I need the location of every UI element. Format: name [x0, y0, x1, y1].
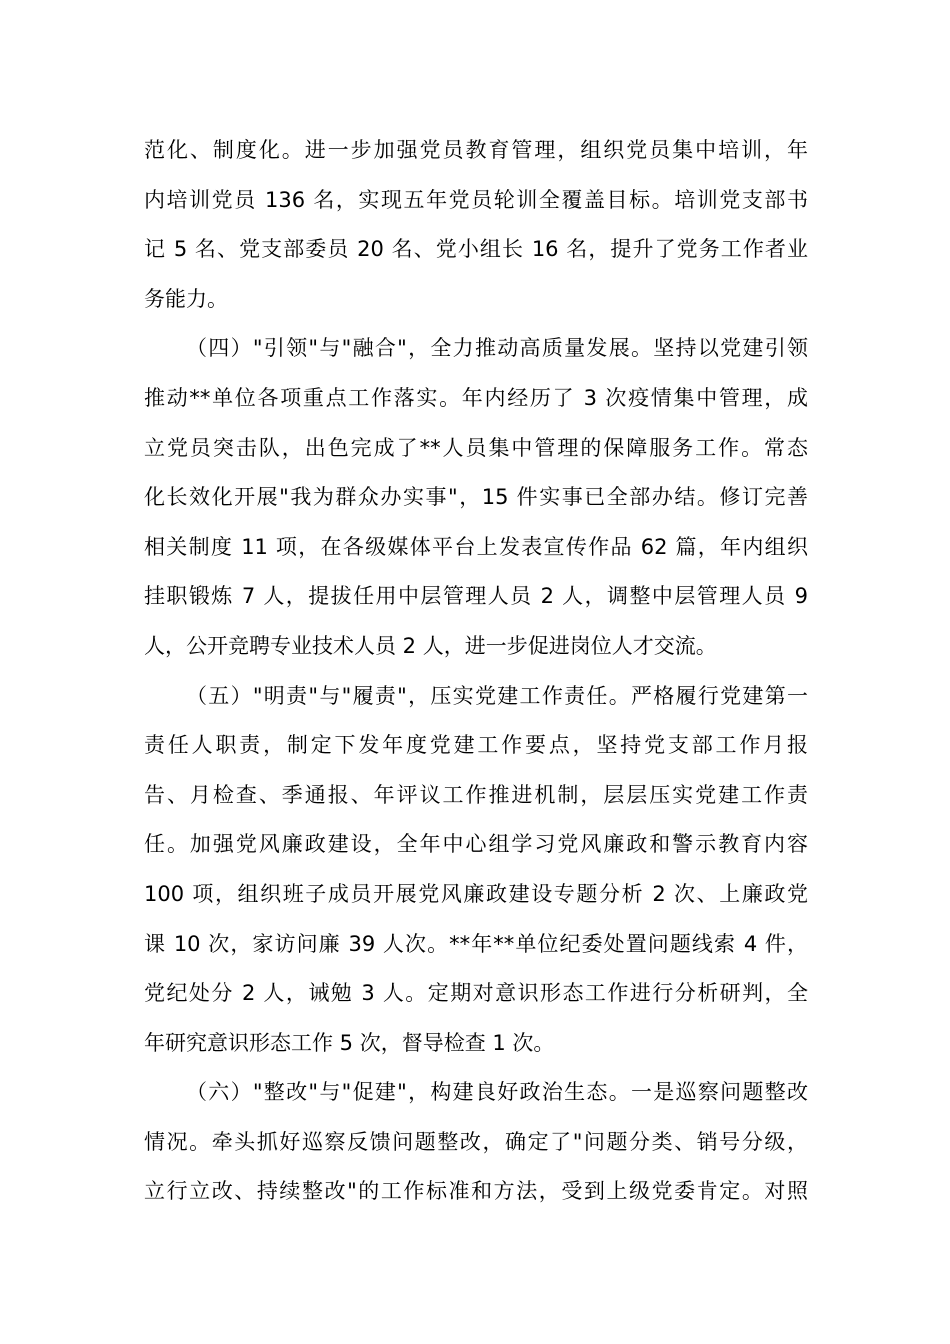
text-line: 务能力。: [144, 286, 228, 311]
text-line: 党纪处分 2 人，诫勉 3 人。定期对意识形态工作进行分析研判，全: [144, 981, 808, 1006]
text-line: 化长效化开展"我为群众办实事"，15 件实事已全部办结。修订完善: [144, 485, 808, 510]
text-line: 记 5 名、党支部委员 20 名、党小组长 16 名，提升了党务工作者业: [144, 237, 808, 262]
text-line: 相关制度 11 项，在各级媒体平台上发表宣传作品 62 篇，年内组织: [144, 534, 808, 559]
text-line: 推动**单位各项重点工作落实。年内经历了 3 次疫情集中管理，成: [144, 385, 808, 410]
text-line: 100 项，组织班子成员开展党风廉政建设专题分析 2 次、上廉政党: [144, 881, 808, 906]
text-line: 立行立改、持续整改"的工作标准和方法，受到上级党委肯定。对照: [144, 1179, 808, 1204]
text-line: 课 10 次，家访问廉 39 人次。**年**单位纪委处置问题线索 4 件，: [144, 931, 808, 956]
text-line: 挂职锻炼 7 人，提拔任用中层管理人员 2 人，调整中层管理人员 9: [144, 584, 808, 609]
paragraph-first-line: （六）"整改"与"促建"，构建良好政治生态。一是巡察问题整改: [186, 1080, 808, 1105]
text-line: 人，公开竞聘专业技术人员 2 人，进一步促进岗位人才交流。: [144, 633, 717, 658]
text-line: 立党员突击队，出色完成了**人员集中管理的保障服务工作。常态: [144, 435, 808, 460]
text-line: 年研究意识形态工作 5 次，督导检查 1 次。: [144, 1030, 555, 1055]
text-line: 任。加强党风廉政建设，全年中心组学习党风廉政和警示教育内容: [144, 832, 808, 857]
document-body: [144, 126, 808, 1217]
paragraph-first-line: （四）"引领"与"融合"，全力推动高质量发展。坚持以党建引领: [186, 336, 808, 361]
text-line: 内培训党员 136 名，实现五年党员轮训全覆盖目标。培训党支部书: [144, 187, 808, 212]
text-line: 告、月检查、季通报、年评议工作推进机制，层层压实党建工作责: [144, 782, 808, 807]
text-line: 责任人职责，制定下发年度党建工作要点，坚持党支部工作月报: [144, 733, 808, 758]
text-line: 情况。牵头抓好巡察反馈问题整改，确定了"问题分类、销号分级，: [144, 1129, 808, 1154]
paragraph-first-line: （五）"明责"与"履责"，压实党建工作责任。严格履行党建第一: [186, 683, 808, 708]
text-line: 范化、制度化。进一步加强党员教育管理，组织党员集中培训，年: [144, 138, 808, 162]
